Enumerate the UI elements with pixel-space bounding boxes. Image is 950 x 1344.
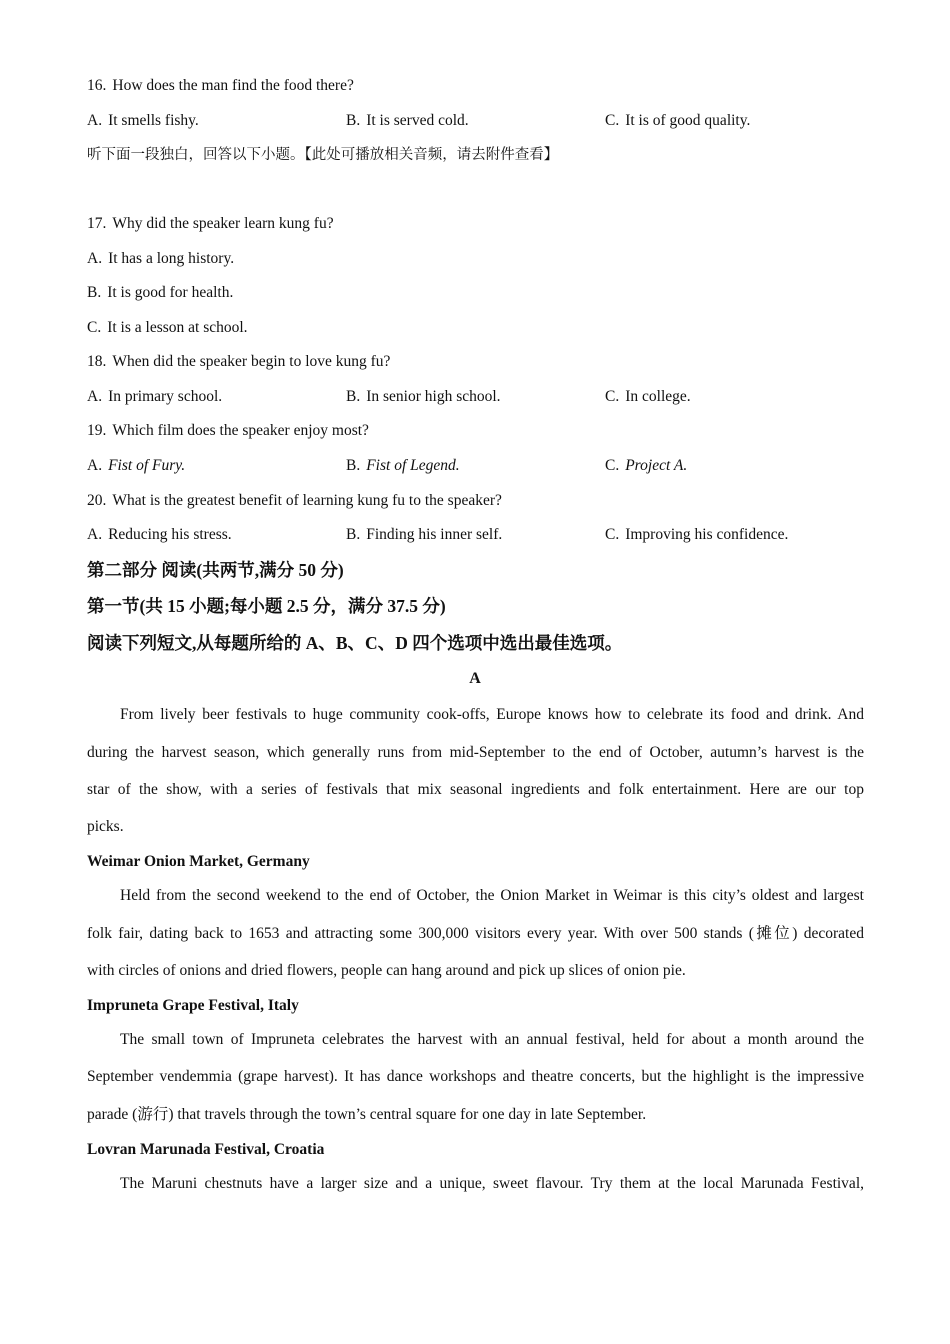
question-number: 18. (87, 353, 107, 370)
question-number: 17. (87, 215, 107, 232)
q19-option-c (605, 456, 687, 476)
intro-line-3: star of the show, with a series of festivals that mix seasonal ingredients and folk entertainment. Here are our top (87, 781, 864, 798)
question-17 (87, 214, 334, 234)
option-text: Improving his confidence. (625, 526, 789, 543)
option-letter: B. (87, 284, 102, 301)
option-letter: B. (346, 112, 361, 129)
impruneta-line-3: parade (游行) that travels through the town’s central square for one day in late September. (87, 1106, 647, 1123)
question-text: Which film does the speaker enjoy most? (112, 422, 369, 439)
question-text: How does the man find the food there? (112, 77, 354, 94)
q18-option-c (605, 387, 691, 407)
passage-label: A (469, 670, 481, 687)
option-text: In senior high school. (366, 388, 501, 405)
option-letter: C. (605, 526, 620, 543)
part-two-title: 第二部分 阅读(共两节,满分 50 分) (87, 560, 344, 580)
question-number: 19. (87, 422, 107, 439)
option-text: It is a lesson at school. (107, 319, 248, 336)
option-text: Finding his inner self. (366, 526, 503, 543)
question-19 (87, 421, 369, 441)
q20-option-c (605, 525, 788, 545)
question-text: When did the speaker begin to love kung fu? (112, 353, 391, 370)
question-20 (87, 491, 502, 511)
impruneta-heading: Impruneta Grape Festival, Italy (87, 997, 299, 1014)
q18-option-a (87, 387, 222, 407)
lovran-heading: Lovran Marunada Festival, Croatia (87, 1141, 325, 1158)
listening-instruction: 听下面一段独白，回答以下小题。【此处可播放相关音频，请去附件查看】 (87, 147, 559, 163)
option-text: It is of good quality. (625, 112, 751, 129)
option-letter: A. (87, 388, 103, 405)
option-text: Fist of Legend. (366, 457, 460, 474)
intro-line-2: during the harvest season, which generally runs from mid-September to the end of October, autumn’s harvest is the (87, 744, 864, 761)
option-letter: A. (87, 526, 103, 543)
question-number: 20. (87, 492, 107, 509)
q19-option-a (87, 456, 185, 476)
intro-line-4: picks. (87, 818, 124, 835)
question-18 (87, 352, 390, 372)
question-text: What is the greatest benefit of learning kung fu to the speaker? (112, 492, 502, 509)
option-text: Reducing his stress. (108, 526, 232, 543)
impruneta-line-2: September vendemmia (grape harvest). It has dance workshops and theatre concerts, but the highlight is the impressive (87, 1068, 864, 1085)
weimar-line-3: with circles of onions and dried flowers, people can hang around and pick up slices of onion pie. (87, 962, 686, 979)
question-16 (87, 76, 354, 96)
option-letter: C. (87, 319, 102, 336)
q17-option-a (87, 249, 234, 269)
option-text: Project A. (625, 457, 688, 474)
option-letter: A. (87, 250, 103, 267)
option-text: In college. (625, 388, 691, 405)
question-number: 16. (87, 77, 107, 94)
section-one-title: 第一节(共 15 小题;每小题 2.5 分，满分 37.5 分) (87, 596, 446, 616)
option-letter: B. (346, 388, 361, 405)
option-letter: B. (346, 457, 361, 474)
option-text: Fist of Fury. (108, 457, 186, 474)
reading-instruction: 阅读下列短文,从每题所给的 A、B、C、D 四个选项中选出最佳选项。 (87, 633, 623, 653)
q16-option-a (87, 111, 199, 131)
option-letter: A. (87, 457, 103, 474)
q18-option-b (346, 387, 501, 407)
q20-option-b (346, 525, 502, 545)
impruneta-line-1: The small town of Impruneta celebrates the harvest with an annual festival, held for about a month around the (120, 1031, 864, 1048)
q19-option-b (346, 456, 460, 476)
weimar-line-1: Held from the second weekend to the end of October, the Onion Market in Weimar is this city’s oldest and largest (120, 887, 864, 904)
option-text: It is served cold. (366, 112, 469, 129)
q20-option-a (87, 525, 232, 545)
q16-option-b (346, 111, 469, 131)
option-text: It has a long history. (108, 250, 235, 267)
option-letter: C. (605, 388, 620, 405)
q17-option-b (87, 283, 233, 303)
option-letter: C. (605, 112, 620, 129)
question-text: Why did the speaker learn kung fu? (112, 215, 334, 232)
option-text: It is good for health. (107, 284, 234, 301)
weimar-heading: Weimar Onion Market, Germany (87, 853, 310, 870)
option-text: It smells fishy. (108, 112, 199, 129)
option-letter: A. (87, 112, 103, 129)
intro-line-1: From lively beer festivals to huge community cook-offs, Europe knows how to celebrate its food and drink. And (120, 706, 864, 723)
option-letter: C. (605, 457, 620, 474)
weimar-line-2: folk fair, dating back to 1653 and attracting some 300,000 visitors every year. With over 500 stands (摊位) decorated (87, 925, 864, 942)
q16-option-c (605, 111, 750, 131)
q17-option-c (87, 318, 248, 338)
lovran-line-1: The Maruni chestnuts have a larger size and a unique, sweet flavour. Try them at the local Marunada Festival, (120, 1175, 864, 1192)
option-letter: B. (346, 526, 361, 543)
option-text: In primary school. (108, 388, 223, 405)
